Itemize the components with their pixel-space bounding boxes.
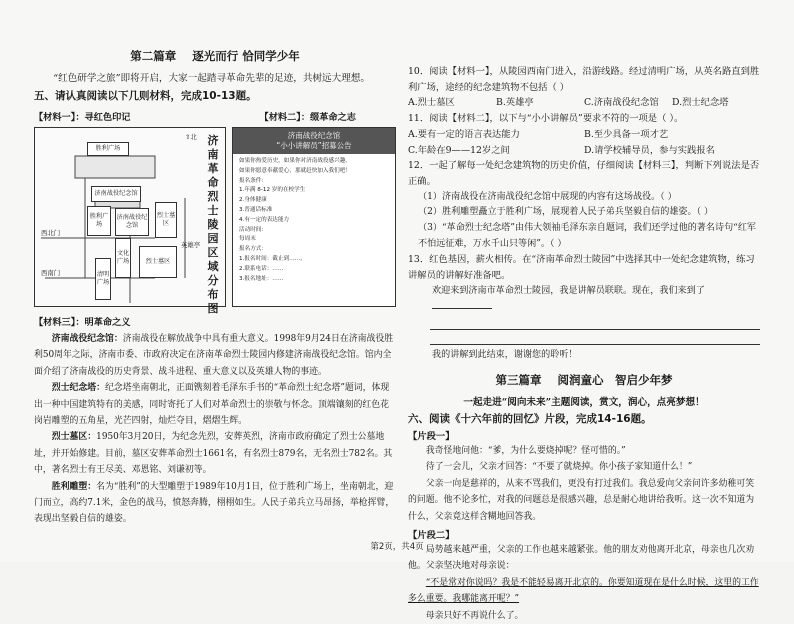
q10-option-c[interactable]: C.济南战役纪念馆 [584, 97, 659, 109]
poster-line: 报名条件： [239, 177, 267, 184]
north-marker: ⇧北 [185, 133, 197, 141]
q12-item-1: （1）济南战役在济南战役纪念馆中展现的内容有这场战役。（ ） [418, 191, 677, 202]
material3-body [34, 331, 396, 528]
answer-line-2[interactable] [430, 330, 760, 345]
poster-line: 4.有一定的表达能力 [239, 216, 290, 223]
map-title: 济南革命烈士陵园区域分布图 [207, 134, 219, 315]
cemetery-map [34, 127, 226, 315]
poster-line: 3.报名地址：…… [239, 275, 284, 282]
map-southwest-gate: 西南门 [41, 269, 61, 277]
q11-option-b[interactable]: B.至少具备一项才艺 [584, 128, 669, 140]
q10-options [408, 95, 760, 111]
poster-line: 如果你愿意奉献爱心，那就赶快加入我们吧！ [239, 167, 351, 174]
left-column [34, 40, 396, 528]
fragment1-body [408, 443, 760, 525]
poster-line: 3.普通话标准 [239, 206, 273, 213]
page-footer: 第2页，共4页 [370, 542, 424, 552]
poster-header [233, 128, 395, 154]
material3-heading: 烈士墓区： [51, 432, 97, 443]
poster-line: 2.身体健康 [239, 197, 267, 204]
material3-paragraph [34, 380, 396, 429]
material3-paragraph [34, 479, 396, 528]
map-cemetery: 烈士墓区 [155, 202, 177, 238]
figures-row [34, 127, 396, 315]
material2-label: 【材料二】：缀革命之志 [259, 112, 356, 123]
material3-text: 名为“胜利”的大型雕塑于1989年10月1日，位于胜利广场上，坐南朝北，迎门而立，高约7.1米，金色的战马，愤怒奔腾，栩栩如生。人民子弟兵立马昂扬，举枪挥臂，表现出坚毅自信的雄姿。 [34, 481, 395, 525]
q11-options-row1 [408, 127, 760, 143]
q11-option-a[interactable]: A.要有一定的语言表达能力 [408, 128, 520, 140]
poster-line: 如果你热爱历史，如果你对济南战役感兴趣， [239, 158, 351, 164]
material1-label: 【材料一】：寻红色印记 [34, 112, 131, 123]
q12-item-3: （3）“革命烈士纪念塔”由伟大领袖毛泽东亲自题词，我们还学过他的著名诗句“红军不怕远征难，万水千山只等闲”。（ ） [418, 223, 757, 249]
map-memorial-hall: 济南战役纪念馆 [91, 186, 141, 202]
fragment2-body [408, 542, 760, 624]
q10-option-a[interactable]: A.烈士墓区 [408, 97, 455, 109]
fragment-paragraph: “不是常对你说吗？我是不能轻易离开北京的。你要知道现在是什么时候，这里的工作多么重要。我哪能离开呢？” [408, 577, 759, 605]
poster-header2: “小小讲解员”招募公告 [276, 141, 352, 150]
map-qingming-square: 清明广场 [95, 258, 111, 300]
fragment-paragraph: 我奇怪地问他：“爹，为什么要烧掉呢？怪可惜的。” [425, 445, 626, 456]
material3-heading: 烈士纪念塔： [51, 383, 106, 394]
q13-stem: 13．红色基因，薪火相传。在“济南革命烈士陵园”中选择其中一处纪念建筑物，练习讲解员的讲解好准备吧。 [408, 254, 755, 282]
q12-item-2: （2）胜利雕塑矗立于胜利广场，展现着人民子弟兵坚毅自信的雄姿。（ ） [418, 207, 714, 218]
poster-line: 2.联系电话：…… [239, 265, 284, 272]
recruit-poster [232, 127, 396, 307]
poster-header1: 济南战役纪念馆 [287, 131, 341, 140]
chapter2-subtitle: 逐光而行 恰同学少年 [192, 49, 300, 63]
material3-paragraph [34, 429, 396, 478]
material3-text: 济南战役在解放战争中具有重大意义。1998年9月24日在济南战役胜利50周年之际，济南市委、市政府决定在济南革命烈士陵园内修建济南战役纪念馆。馆内全面介绍了济南战役的历史背景、战斗进程、重大意义以及英雄人物的事迹。 [34, 334, 394, 377]
q13-welcome-text: 欢迎来到济南市革命烈士陵园，我是讲解员联联。现在，我们来到了 [432, 285, 705, 296]
map-west-gate: 西北门 [41, 229, 61, 237]
poster-line: 1.年满 8-12 岁的在校学生 [239, 187, 306, 194]
material3-text: 纪念塔坐南朝北，正面镌刻着毛泽东手书的“革命烈士纪念塔”题词，体现出一种中国建筑特有的美感，同时寄托了人们对革命烈士的崇敬与怀念。顶端镶刻的红色花岗岩雕塑的五角星，光芒四射，灿烂夺目，熠熠生辉。 [34, 383, 390, 427]
chapter3-subtitle: 阅润童心 智启少年梦 [557, 372, 673, 387]
chapter2-title: 第二篇章 [130, 49, 177, 63]
right-column [408, 40, 760, 624]
map-zone-tag: 胜利广场 [87, 142, 129, 156]
fragment2-label: 【片段二】 [408, 529, 455, 541]
chapter3-title: 第三篇章 [495, 372, 542, 387]
q12-stem: 12．一起了解每一处纪念建筑物的历史价值，仔细阅读【材料三】，判断下列说法是否正确。 [408, 160, 760, 187]
poster-line: 1.报名时间：截止到……， [239, 255, 306, 262]
material3-heading: 胜利雕塑： [51, 481, 97, 492]
chapter3-intro: 一起走进“阅向未来”主题阅读，赏文，润心，点亮梦想！ [463, 396, 705, 408]
q11-options-row2 [408, 143, 760, 159]
map-pavilion: 英雄亭 [181, 241, 201, 249]
q11-stem: 11．阅读【材料二】，以下与“小小讲解员”要求不符的一项是（ ）。 [408, 113, 684, 125]
material-labels [34, 109, 396, 123]
q13-blank[interactable] [432, 308, 492, 309]
answer-line-1[interactable] [430, 315, 760, 330]
q10-option-b[interactable]: B.英雄亭 [496, 97, 534, 109]
chapter3-heading [408, 372, 760, 388]
material3-text: 1950年3月20日，为纪念先烈，安葬英烈，济南市政府确定了烈士公墓地址，并开始修建。目前，墓区安葬革命烈士1661名，有名烈士879名，无名烈士782名。其中，著名烈士有王尽美、邓恩铭、刘谦初等。 [34, 432, 393, 476]
poster-line: 活动时间： [239, 226, 267, 233]
material3-paragraph [34, 331, 396, 380]
q13-welcome [432, 284, 760, 315]
question5-title: 五、请认真阅读以下几则材料，完成10-13题。 [34, 90, 257, 102]
question6-title: 六、阅读《十六年前的回忆》片段，完成14-16题。 [408, 412, 652, 425]
material3-label: 【材料三】：明革命之义 [34, 317, 131, 328]
fragment-paragraph: 待了一会儿，父亲才回答：“不要了就烧掉。你小孩子家知道什么！” [425, 462, 693, 473]
chapter2-intro: “红色研学之旅”即将开启，大家一起踏寻革命先辈的足迹，共树远大理想。 [53, 73, 370, 84]
map-monument: 济南战役纪念馆 [115, 208, 149, 236]
q11-option-c[interactable]: C.年龄在9——12岁之间 [408, 144, 510, 156]
q10-stem: 10．阅读【材料一】，从陵园西南门进入，沿游线路。经过清明广场，从英名路直到胜利广场，途经的纪念建筑物不包括（ ） [408, 66, 760, 93]
poster-body [233, 154, 395, 287]
material3-heading: 济南战役纪念馆： [51, 334, 123, 344]
chapter2-heading [34, 48, 396, 64]
q11-option-d[interactable]: D.请学校辅导员，参与实践报名 [584, 144, 715, 156]
poster-line: 每周末 [239, 236, 256, 243]
map-cemetery-2: 烈士墓区 [139, 246, 177, 278]
fragment-paragraph: 父亲一向是慈祥的，从来不骂我们，更没有打过我们。我总爱向父亲问许多幼稚可笑的问题。他不论多忙，对我的问题总是很感兴趣，总是耐心地讲给我听。这一次不知道为什么，父亲竟这样含糊地回答我。 [408, 478, 755, 522]
fragment-paragraph: 母亲只好不再说什么了。 [425, 610, 524, 621]
poster-line: 报名方式： [239, 246, 267, 253]
map-culture-square: 文化广场 [115, 238, 131, 278]
q10-option-d[interactable]: D.烈士纪念塔 [672, 97, 729, 109]
map-victory-square: 胜利广场 [87, 206, 111, 236]
fragment-paragraph: 局势越来越严重，父亲的工作也越来越紧张。他的朋友劝他离开北京，母亲也几次劝他。父亲坚决地对母亲说： [408, 544, 755, 572]
fragment1-label: 【片段一】 [408, 430, 455, 442]
q13-end: 我的讲解到此结束，谢谢您的聆听！ [432, 350, 578, 361]
